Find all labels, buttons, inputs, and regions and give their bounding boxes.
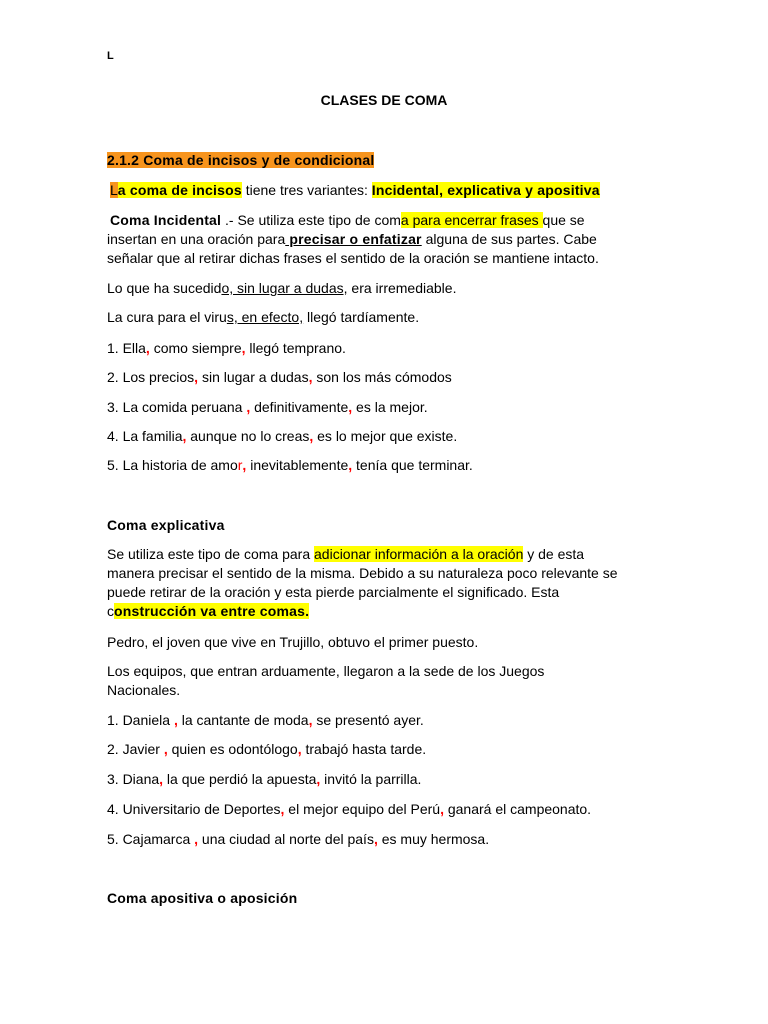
example-b-inciso: s, en efecto, <box>226 309 304 325</box>
example-b-start: La cura para el viru <box>107 309 227 325</box>
incidental-text-2a: insertan en una oración para <box>107 231 286 247</box>
incidental-list-item <box>107 456 473 474</box>
comma-mark: , <box>348 457 353 473</box>
example-a-start: Lo que ha sucedid <box>107 280 222 296</box>
item-text: inevitablemente <box>246 457 349 473</box>
explicativa-list-item <box>107 740 426 758</box>
explicativa-line-2: manera precisar el sentido de la misma. Debido a su naturaleza poco relevante se <box>107 565 618 581</box>
explicativa-example-2a: Los equipos, que entran arduamente, llegaron a la sede de los Juegos <box>107 663 545 679</box>
explicativa-list-item <box>107 800 591 818</box>
incidental-emphasis: precisar o enfatizar <box>285 231 422 247</box>
intro-variants: Incidental, explicativa y apositiva <box>371 182 600 198</box>
comma-mark: , <box>241 340 246 356</box>
example-a-inciso: o, sin lugar a dudas, <box>221 280 348 296</box>
explicativa-example-2b: Nacionales. <box>107 682 181 698</box>
item-text: 3. La comida peruana <box>107 399 247 415</box>
incidental-term: Coma Incidental <box>110 212 222 228</box>
item-text: 1. Ella <box>107 340 146 356</box>
explicativa-text-1a: Se utiliza este tipo de coma para <box>107 546 315 562</box>
incidental-highlight: a para encerrar frases <box>400 212 543 228</box>
item-text: aunque no lo creas <box>186 428 310 444</box>
item-text: 5. La historia de amo <box>107 457 238 473</box>
item-text: sin lugar a dudas <box>198 369 309 385</box>
comma-mark: , <box>297 741 302 757</box>
comma-mark: , <box>159 771 164 787</box>
comma-mark: , <box>280 801 285 817</box>
intro-line <box>110 181 600 199</box>
item-text: 4. La familia <box>107 428 183 444</box>
item-text: quien es odontólogo <box>167 741 298 757</box>
item-text: 3. Diana <box>107 771 160 787</box>
explicativa-heading: Coma explicativa <box>107 517 225 533</box>
explicativa-list-item <box>107 830 489 848</box>
explicativa-list-item <box>107 770 421 788</box>
item-text: 4. Universitario de Deportes <box>107 801 281 817</box>
item-text: una ciudad al norte del país <box>198 831 374 847</box>
intro-text: tiene tres variantes: <box>241 182 372 198</box>
item-text: el mejor equipo del Perú <box>284 801 441 817</box>
item-text: 2. Los precios <box>107 369 195 385</box>
comma-mark: , <box>182 428 187 444</box>
incidental-line-2 <box>107 230 597 248</box>
item-text: es la mejor. <box>352 399 428 415</box>
comma-mark: , <box>194 831 199 847</box>
item-text: es lo mejor que existe. <box>313 428 458 444</box>
item-text: tenía que terminar. <box>352 457 473 473</box>
incidental-text-2c: alguna de sus partes. Cabe <box>421 231 597 247</box>
section-heading <box>107 151 374 169</box>
item-text: 1. Daniela <box>107 712 174 728</box>
item-text: como siempre <box>149 340 242 356</box>
incidental-list-item <box>107 427 457 445</box>
incidental-text-a: .- Se utiliza este tipo de com <box>221 212 401 228</box>
comma-mark: , <box>308 712 313 728</box>
explicativa-line-4 <box>107 602 309 620</box>
item-text: definitivamente <box>250 399 349 415</box>
item-text: 5. Cajamarca <box>107 831 195 847</box>
explicativa-list-item <box>107 711 424 729</box>
comma-mark: , <box>163 741 168 757</box>
comma-mark: , <box>246 399 251 415</box>
example-a-end: era irremediable. <box>347 280 457 296</box>
document-title: CLASES DE COMA <box>320 92 448 108</box>
explicativa-example-1: Pedro, el joven que vive en Trujillo, obtuvo el primer puesto. <box>107 634 479 650</box>
explicativa-text-4a: c <box>107 603 114 619</box>
item-text: ganará el campeonato. <box>443 801 592 817</box>
incidental-line-3: señalar que al retirar dichas frases el sentido de la oración se mantiene intacto. <box>107 250 599 266</box>
comma-mark: , <box>440 801 444 817</box>
comma-mark: , <box>173 712 178 728</box>
comma-mark: , <box>242 457 247 473</box>
item-text: son los más cómodos <box>312 369 452 385</box>
item-text: la cantante de moda <box>177 712 309 728</box>
comma-mark: , <box>145 340 150 356</box>
explicativa-rule: onstrucción va entre comas. <box>114 603 310 619</box>
section-heading-text: 2.1.2 Coma de incisos y de condicional <box>107 152 375 168</box>
incidental-list-item <box>107 398 428 416</box>
incidental-list-item <box>107 339 346 357</box>
example-b-end: llegó tardíamente. <box>303 309 420 325</box>
comma-mark: , <box>316 771 321 787</box>
explicativa-line-3: puede retirar de la oración y esta pierde parcialmente el significado. Esta <box>107 584 560 600</box>
comma-mark: , <box>348 399 353 415</box>
incidental-list-item <box>107 368 452 386</box>
item-text: la que perdió la apuesta <box>163 771 317 787</box>
comma-mark: , <box>194 369 199 385</box>
item-text: es muy hermosa. <box>377 831 490 847</box>
comma-mark: , <box>309 428 314 444</box>
comma-mark: , <box>373 831 378 847</box>
incidental-text-c: que se <box>542 212 585 228</box>
item-text: se presentó ayer. <box>312 712 424 728</box>
explicativa-highlight: adicionar información a la oración <box>314 546 524 562</box>
header-mark: L <box>107 50 114 62</box>
intro-term: a coma de incisos <box>117 182 242 198</box>
explicativa-line-1 <box>107 545 584 563</box>
incidental-line-1 <box>110 211 585 229</box>
red-letter: r <box>237 457 243 473</box>
item-text: 2. Javier <box>107 741 164 757</box>
item-text: invitó la parrilla. <box>320 771 422 787</box>
incidental-example-b <box>107 308 419 326</box>
item-text: llegó temprano. <box>245 340 346 356</box>
incidental-example-a <box>107 279 456 297</box>
comma-mark: , <box>308 369 313 385</box>
explicativa-text-1c: y de esta <box>523 546 585 562</box>
item-text: trabajó hasta tarde. <box>301 741 427 757</box>
apositiva-heading: Coma apositiva o aposición <box>107 890 298 906</box>
intro-initial: L <box>110 182 118 198</box>
